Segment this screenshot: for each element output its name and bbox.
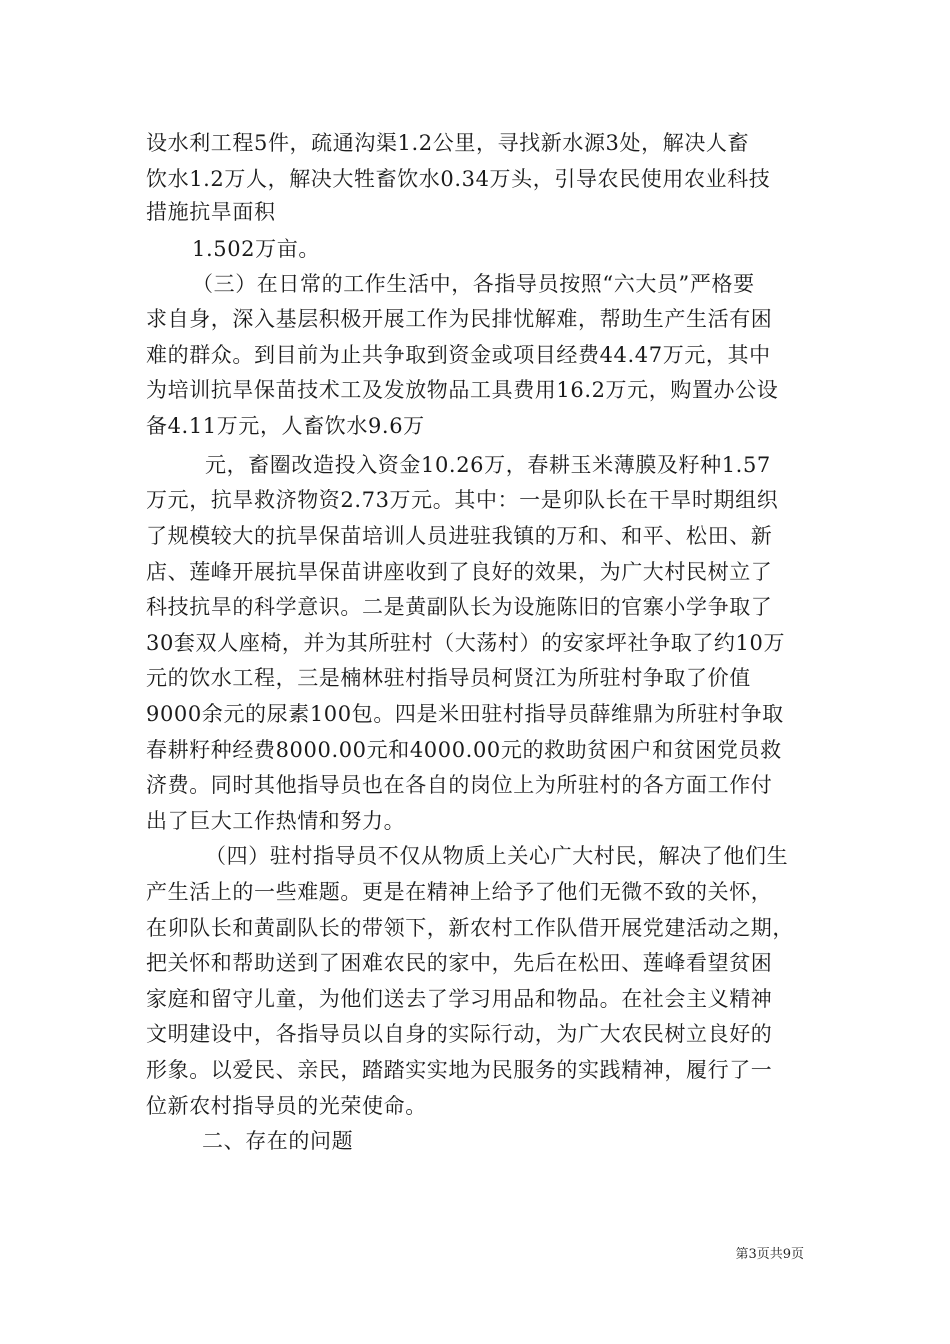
body-text-line: 济费。同时其他指导员也在各自的岗位上为所驻村的各方面工作付 — [146, 773, 773, 797]
body-text-line: 在卯队长和黄副队长的带领下，新农村工作队借开展党建活动之期， — [146, 916, 794, 940]
body-text-line: 元，畜圈改造投入资金10.26万，春耕玉米薄膜及籽种1.57 — [205, 453, 771, 477]
body-text-line: 措施抗旱面积 — [146, 200, 276, 224]
paragraph-start-line: （四）驻村指导员不仅从物质上关心广大村民，解决了他们生 — [205, 844, 789, 868]
section-heading: 二、存在的问题 — [202, 1129, 354, 1153]
body-text-line: 设水利工程5件，疏通沟渠1.2公里，寻找新水源3处，解决人畜 — [146, 131, 750, 155]
page-number: 第3页共9页 — [735, 1247, 804, 1262]
body-text-line: 1.502万亩。 — [192, 237, 320, 261]
body-text-line: 形象。以爱民、亲民，踏踏实实地为民服务的实践精神，履行了一 — [146, 1058, 773, 1082]
body-text-line: 元的饮水工程，三是楠林驻村指导员柯贤江为所驻村争取了价值 — [146, 666, 751, 690]
body-text-line: 文明建设中，各指导员以自身的实际行动，为广大农民树立良好的 — [146, 1022, 773, 1046]
body-text-line: 为培训抗旱保苗技术工及发放物品工具费用16.2万元，购置办公设 — [146, 378, 779, 402]
body-text-line: 难的群众。到目前为止共争取到资金或项目经费44.47万元，其中 — [146, 343, 771, 367]
body-text-line: 9000余元的尿素100包。四是米田驻村指导员薛维鼎为所驻村争取 — [146, 702, 784, 726]
body-text-line: 万元，抗旱救济物资2.73万元。其中：一是卯队长在干旱时期组织 — [146, 488, 779, 512]
paragraph-start-line: （三）在日常的工作生活中，各指导员按照“六大员”严格要 — [192, 272, 755, 296]
body-text-line: 求自身，深入基层积极开展工作为民排忧解难，帮助生产生活有困 — [146, 307, 773, 331]
body-text-line: 位新农村指导员的光荣使命。 — [146, 1094, 427, 1118]
body-text-line: 30套双人座椅，并为其所驻村（大荡村）的安家坪社争取了约10万 — [146, 631, 786, 655]
body-text-line: 饮水1.2万人，解决大牲畜饮水0.34万头，引导农民使用农业科技 — [146, 167, 771, 191]
body-text-line: 出了巨大工作热情和努力。 — [146, 809, 406, 833]
body-text-line: 店、莲峰开展抗旱保苗讲座收到了良好的效果，为广大村民树立了 — [146, 560, 773, 584]
body-text-line: 了规模较大的抗旱保苗培训人员进驻我镇的万和、和平、松田、新 — [146, 524, 773, 548]
body-text-line: 家庭和留守儿童，为他们送去了学习用品和物品。在社会主义精神 — [146, 987, 773, 1011]
body-text-line: 产生活上的一些难题。更是在精神上给予了他们无微不致的关怀， — [146, 880, 773, 904]
body-text-line: 春耕籽种经费8000.00元和4000.00元的救助贫困户和贫困党员救 — [146, 738, 782, 762]
body-text-line: 备4.11万元，人畜饮水9.6万 — [146, 414, 425, 438]
body-text-line: 把关怀和帮助送到了困难农民的家中，先后在松田、莲峰看望贫困 — [146, 951, 773, 975]
body-text-line: 科技抗旱的科学意识。二是黄副队长为设施陈旧的官寨小学争取了 — [146, 595, 773, 619]
